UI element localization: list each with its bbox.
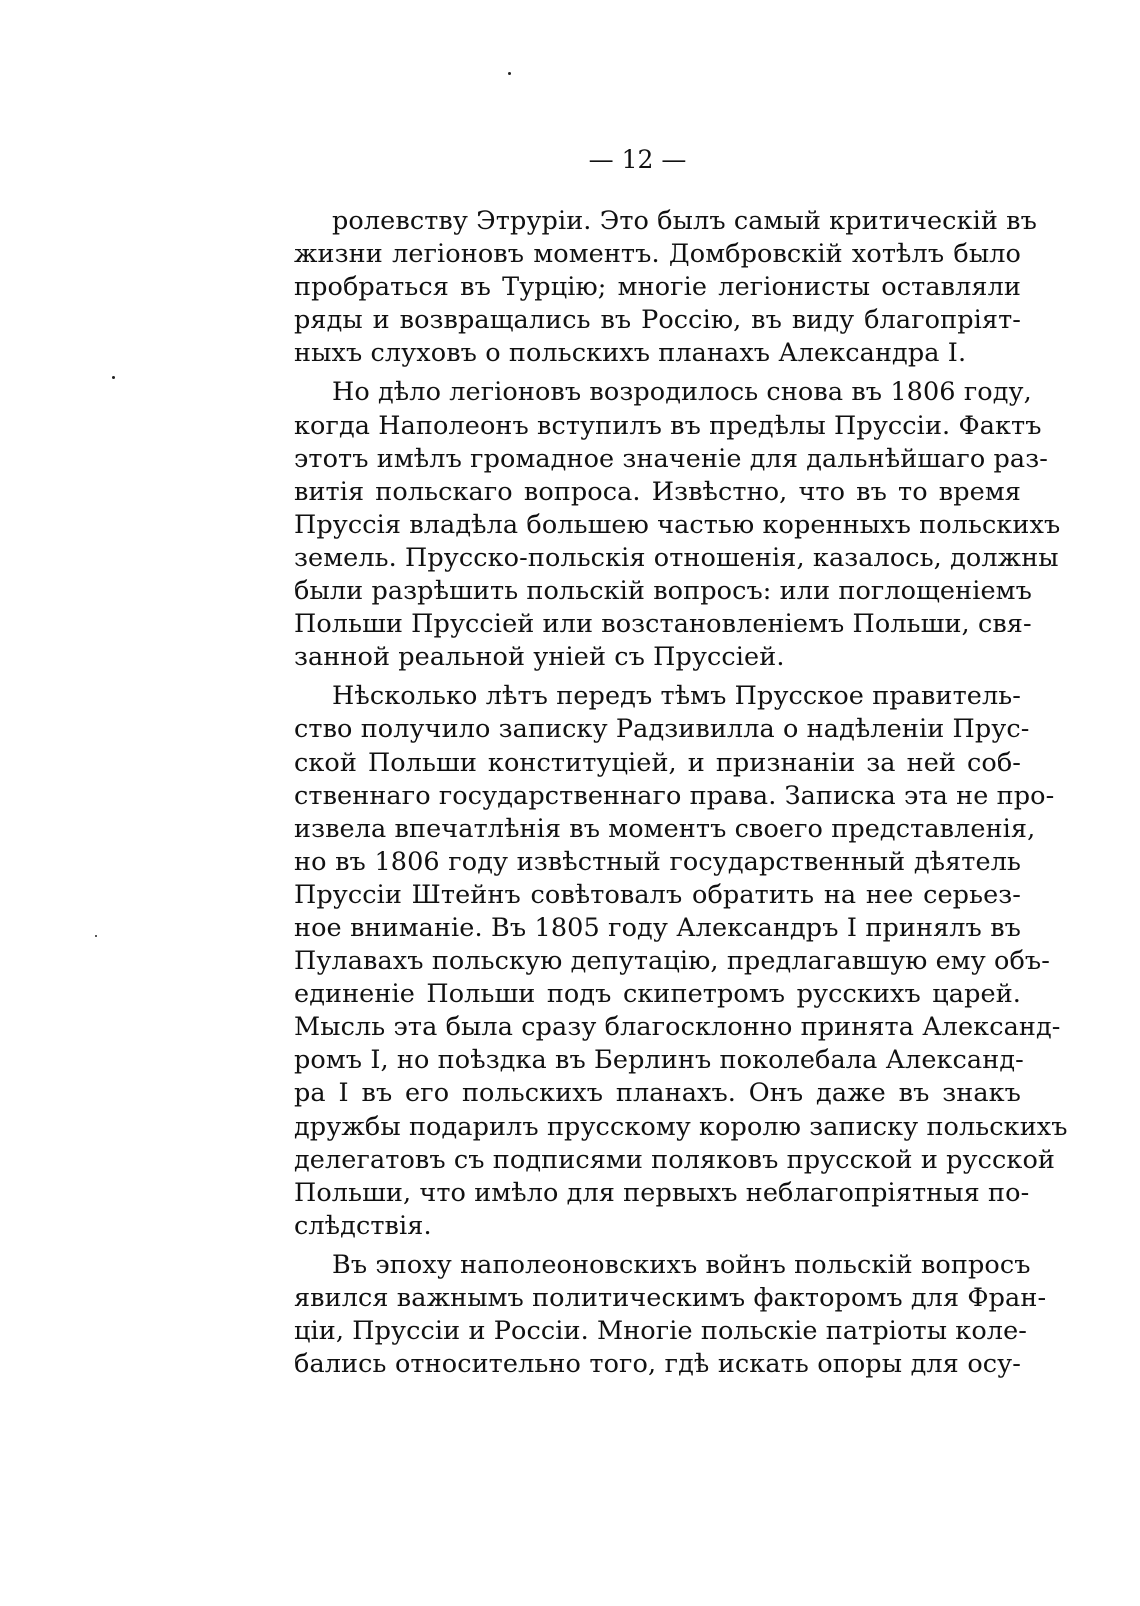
- text-line: ра I въ его польскихъ планахъ. Онъ даже въ знакъ: [294, 1078, 1021, 1109]
- text-line: явился важнымъ политическимъ факторомъ для Фран-: [294, 1283, 1047, 1313]
- text-line: этотъ имѣлъ громадное значеніе для дальнѣйшаго раз-: [294, 443, 1048, 474]
- paragraph: [294, 205, 1037, 370]
- text-line: витія польскаго вопроса. Извѣстно, что въ то время: [294, 476, 1021, 507]
- text-line: бались относительно того, гдѣ искать опоры для осу-: [294, 1349, 1021, 1380]
- text-line: занной реальной уніей съ Пруссіей.: [294, 642, 785, 673]
- page-number: — 12 —: [588, 145, 687, 174]
- text-line: ство получило записку Радзивилла о надѣленіи Прус-: [294, 714, 1030, 745]
- text-line: Пруссія владѣла большею частью коренныхъ польскихъ: [294, 509, 1061, 540]
- text-line: делегатовъ съ подписями поляковъ прусской и русской: [294, 1144, 1056, 1175]
- text-line: единеніе Польши подъ скипетромъ русскихъ царей.: [294, 979, 1021, 1010]
- text-line: земель. Прусско-польскія отношенія, казалось, должны: [294, 542, 1059, 573]
- text-line: дружбы подарилъ прусскому королю записку польскихъ: [294, 1111, 1068, 1142]
- text-line: ромъ I, но поѣздка въ Берлинъ поколебала Александ-: [294, 1045, 1024, 1076]
- text-line: Нѣсколько лѣтъ передъ тѣмъ Прусское правитель-: [332, 681, 1021, 712]
- paragraph: [294, 680, 1068, 1243]
- text-line: но въ 1806 году извѣстный государственный дѣятель: [294, 846, 1021, 877]
- text-line: жизни легіоновъ моментъ. Домбровскій хотѣлъ было: [294, 239, 1021, 270]
- paragraph: [294, 1249, 1047, 1381]
- text-line: ное вниманіе. Въ 1805 году Александръ I принялъ въ: [294, 912, 1021, 943]
- text-line: ролевству Этруріи. Это былъ самый критическій въ: [332, 206, 1037, 236]
- text-line: ныхъ слуховъ о польскихъ планахъ Александра I.: [294, 338, 967, 369]
- text-line: Польши, что имѣло для первыхъ неблагопріятныя по-: [294, 1177, 1030, 1208]
- text-line: ской Польши конституціей, и признаніи за ней соб-: [294, 747, 1021, 778]
- text-line: когда Наполеонъ вступилъ въ предѣлы Пруссіи. Фактъ: [294, 410, 1042, 441]
- scan-speck: [95, 935, 97, 937]
- text-line: были разрѣшить польскій вопросъ: или поглощеніемъ: [294, 576, 1032, 607]
- text-line: Пруссіи Штейнъ совѣтовалъ обратить на нее серьез-: [294, 879, 1021, 910]
- text-line: Пулавахъ польскую депутацію, предлагавшую ему объ-: [294, 946, 1050, 977]
- text-line: Въ эпоху наполеоновскихъ войнъ польскій вопросъ: [332, 1249, 1031, 1280]
- text-line: пробраться въ Турцію; многіе легіонисты оставляли: [294, 272, 1021, 303]
- text-line: Но дѣло легіоновъ возродилось снова въ 1806 году,: [332, 377, 1032, 408]
- text-line: слѣдствія.: [294, 1210, 432, 1241]
- text-line: извела впечатлѣнія въ моментъ своего представленія,: [294, 813, 1036, 844]
- body-text: [294, 205, 1068, 1387]
- paragraph: [294, 376, 1061, 674]
- scan-speck: [508, 72, 511, 75]
- text-line: Мысль эта была сразу благосклонно принята Александ-: [294, 1012, 1061, 1043]
- text-line: ряды и возвращались въ Россію, въ виду благопріят-: [294, 305, 1021, 336]
- scan-speck: [112, 376, 115, 379]
- text-line: ственнаго государственнаго права. Записка эта не про-: [294, 780, 1055, 811]
- text-line: ціи, Пруссіи и Россіи. Многіе польскіе патріоты коле-: [294, 1316, 1027, 1347]
- text-line: Польши Пруссіей или возстановленіемъ Польши, свя-: [294, 609, 1032, 640]
